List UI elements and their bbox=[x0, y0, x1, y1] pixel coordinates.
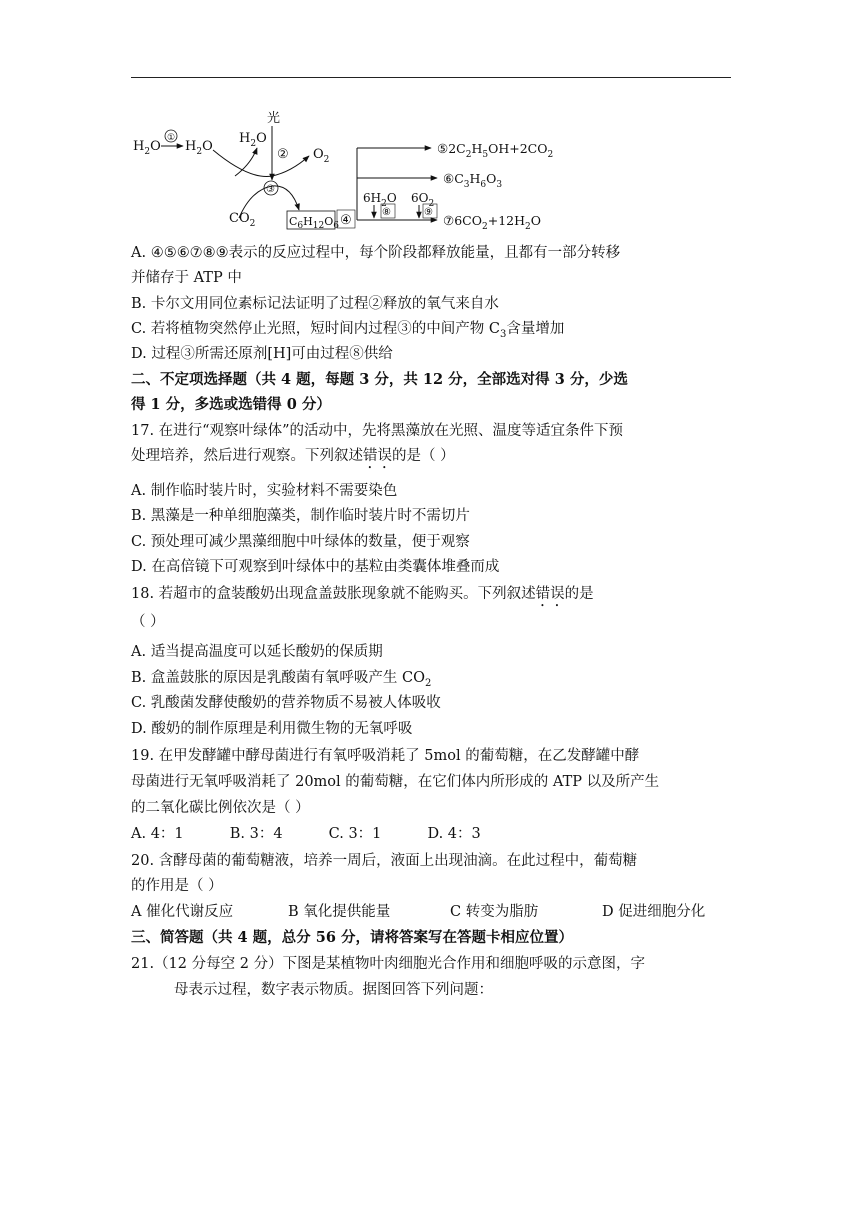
q17-stem-line2: 处理培养，然后进行观察。下列叙述错误的是（ ） bbox=[131, 448, 455, 464]
q17-option-d: D. 在高倍镜下可观察到叶绿体中的基粒由类囊体堆叠而成 bbox=[131, 559, 500, 575]
q17-option-c: C. 预处理可减少黑藻细胞中叶绿体的数量，便于观察 bbox=[131, 534, 470, 550]
glucose-label: $C_6H_{12}O_6$ bbox=[289, 215, 339, 231]
q19-options: A. 4：1 B. 3：4 C. 3：1 D. 4：3 bbox=[131, 826, 481, 842]
section2-heading-line2: 得 1 分，多选或选错得 0 分） bbox=[131, 396, 331, 413]
q20-stem-line2: 的作用是（ ） bbox=[131, 878, 223, 894]
q18-option-c: C. 乳酸菌发酵使酸奶的营养物质不易被人体吸收 bbox=[131, 695, 441, 711]
q16-option-b: B. 卡尔文用同位素标记法证明了过程②释放的氧气来自水 bbox=[131, 296, 499, 312]
q18-option-d: D. 酸奶的制作原理是利用微生物的无氧呼吸 bbox=[131, 721, 413, 737]
label-2: ② bbox=[277, 147, 289, 162]
label-4: ④ bbox=[340, 213, 352, 228]
q18-option-a: A. 适当提高温度可以延长酸奶的保质期 bbox=[131, 644, 383, 660]
q21-stem-line2: 母表示过程，数字表示物质。据图回答下列问题： bbox=[174, 982, 493, 998]
o2-label: $O_2$ bbox=[313, 147, 330, 165]
q19-stem-line3: 的二氧化碳比例依次是（ ） bbox=[131, 800, 310, 816]
product-7: $⑦6CO_2+12H_2O$ bbox=[443, 213, 541, 232]
label-8: ⑧ bbox=[382, 207, 391, 218]
q16-option-d: D. 过程③所需还原剂[H]可由过程⑧供给 bbox=[131, 346, 393, 362]
label-3: ③ bbox=[266, 184, 275, 195]
q17-stem-line1: 17. 在进行“观察叶绿体”的活动中，先将黑藻放在光照、温度等适宜条件下预 bbox=[131, 423, 623, 439]
q19-stem-line2: 母菌进行无氧呼吸消耗了 20mol 的葡萄糖，在它们体内所形成的 ATP 以及所产生 bbox=[131, 774, 660, 790]
h2o-top: $H_2O$ bbox=[239, 131, 267, 149]
label-1: ① bbox=[167, 133, 176, 143]
q20-option-c: C 转变为脂肪 bbox=[450, 904, 539, 920]
q20-option-a: A 催化代谢反应 bbox=[131, 904, 234, 920]
metabolism-diagram bbox=[131, 110, 591, 235]
h2o-right: $H_2O$ bbox=[185, 139, 213, 157]
q17-option-a: A. 制作临时装片时，实验材料不需要染色 bbox=[131, 483, 398, 499]
product-6: $⑥C_3H_6O_3$ bbox=[443, 171, 503, 190]
q17-option-b: B. 黑藻是一种单细胞藻类，制作临时装片时不需切片 bbox=[131, 508, 470, 524]
q16-option-a-line1: A. ④⑤⑥⑦⑧⑨表示的反应过程中，每个阶段都释放能量，且都有一部分转移 bbox=[131, 245, 621, 261]
q18-stem-line2: （ ） bbox=[131, 614, 165, 630]
section3-heading: 三、简答题（共 4 题，总分 56 分，请将答案写在答题卡相应位置） bbox=[131, 929, 573, 946]
six-o2: $6O_2$ bbox=[411, 191, 435, 209]
light-label: 光 bbox=[267, 111, 281, 126]
q19-stem-line1: 19. 在甲发酵罐中酵母菌进行有氧呼吸消耗了 5mol 的葡萄糖，在乙发酵罐中酵 bbox=[131, 748, 640, 764]
q18-option-b: B. 盒盖鼓胀的原因是乳酸菌有氧呼吸产生 $CO_2$ bbox=[131, 670, 432, 689]
q18-stem-line1: 18. 若超市的盒装酸奶出现盒盖鼓胀现象就不能购买。下列叙述错误的是 bbox=[131, 586, 594, 602]
header-rule bbox=[131, 77, 731, 78]
q21-stem-line1: 21.（12 分每空 2 分）下图是某植物叶肉细胞光合作用和细胞呼吸的示意图，字 bbox=[131, 956, 646, 972]
q20-option-b: B 氧化提供能量 bbox=[288, 904, 391, 920]
label-9: ⑨ bbox=[424, 207, 433, 218]
q20-option-d: D 促进细胞分化 bbox=[602, 904, 706, 920]
section2-heading-line1: 二、不定项选择题（共 4 题，每题 3 分，共 12 分，全部选对得 3 分，少选 bbox=[131, 371, 628, 388]
product-5: $⑤2C_2H_5OH+2CO_2$ bbox=[437, 141, 554, 160]
q20-stem-line1: 20. 含酵母菌的葡萄糖液，培养一周后，液面上出现油滴。在此过程中，葡萄糖 bbox=[131, 853, 638, 869]
six-h2o: $6H_2O$ bbox=[363, 191, 397, 209]
q16-option-a-line2: 并储存于 ATP 中 bbox=[131, 270, 242, 286]
h2o-left: $H_2O$ bbox=[133, 139, 161, 157]
co2-label: $CO_2$ bbox=[229, 211, 256, 229]
q16-option-c: C. 若将植物突然停止光照，短时间内过程③的中间产物 $C_3$含量增加 bbox=[131, 321, 565, 340]
